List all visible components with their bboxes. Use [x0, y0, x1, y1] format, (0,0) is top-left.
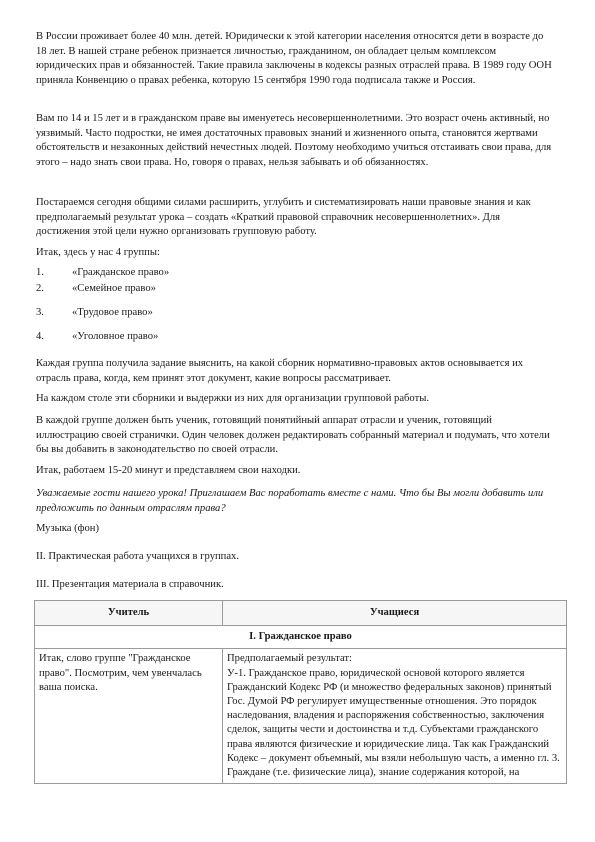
- column-header-students: Учащиеся: [223, 601, 567, 626]
- section-title: I. Гражданское право: [35, 626, 567, 649]
- list-item: 1. «Гражданское право»: [36, 267, 170, 278]
- column-header-teacher: Учитель: [35, 601, 223, 626]
- list-item: 2. «Семейное право»: [36, 283, 156, 294]
- table-section-row: [35, 626, 567, 649]
- heading-practical-work: II. Практическая работа учащихся в группах.: [36, 551, 239, 562]
- paragraph-guests: Уважаемые гости нашего урока! Приглашаем Вас поработать вместе с нами. Что бы Вы могли добавить или предложить по данным отраслям права?: [36, 488, 544, 514]
- list-item: 4. «Уголовное право»: [36, 331, 159, 342]
- paragraph-task: Каждая группа получила задание выяснить, на какой сборник нормативно-правовых актов основывается их отрасль права, когда, кем принят этот документ, какие вопросы рассматривает.: [36, 358, 524, 384]
- table-row: [35, 649, 567, 784]
- paragraph-music: Музыка (фон): [36, 523, 99, 534]
- paragraph-minors: Вам по 14 и 15 лет и в гражданском праве вы именуетесь несовершеннолетними. Это возраст очень активный, но уязвимый. Часто подростки, не имея достаточных правовых знаний и жизненного опыта, становятся жертвами обстоятельств и незаконных действий нечестных людей. Поэтому необходимо учиться отстаивать свои права, для этого – надо знать свои права. Но, говоря о правах, нельзя забывать и об обязанностях.: [36, 113, 552, 168]
- paragraph-groups-intro: Итак, здесь у нас 4 группы:: [36, 247, 160, 258]
- table-header-row: [35, 601, 567, 626]
- paragraph-intro: В России проживает более 40 млн. детей. Юридически к этой категории населения относятся дети в возрасте до 18 лет. В нашей стране ребенок признается личностью, гражданином, он обладает целым комплексом юридических прав и обязанностей. Такие правила заключены в кодексы разных отраслей права. В 1989 году ООН приняла Конвенцию о правах ребенка, которую 15 сентября 1990 года подписала также и Россия.: [36, 31, 552, 86]
- students-intro: Предполагаемый результат:: [227, 653, 352, 665]
- paragraph-materials: На каждом столе эти сборники и выдержки из них для организации групповой работы.: [36, 393, 429, 404]
- paragraph-roles: В каждой группе должен быть ученик, готовящий понятийный аппарат отрасли и ученик, готовящий иллюстрацию своей странички. Один человек должен редактировать собранный материал и подумать, что хотели бы вы добавить в законодательство по своей отрасли.: [36, 415, 550, 456]
- heading-presentation: III. Презентация материала в справочник.: [36, 579, 224, 590]
- paragraph-goal: Постараемся сегодня общими силами расширить, углубить и систематизировать наши правовые знания и как предполагаемый результат урока – создать «Краткий правовой справочник несовершеннолетних». Для достижения этой цели нужно организовать групповую работу.: [36, 197, 531, 238]
- students-answer: У-1. Гражданское право, юридической основой которого является Гражданский Кодекс РФ (и множество федеральных законов) принятый Гос. Думой РФ регулирует имущественные отношения. Это порядок наследования, владения и распоряжения собственностью, заключения сделок, защиты чести и достоинства и т.д. Субъектами гражданского права являются физические и юридические лица. Так как Гражданский Кодекс – документ объемный, мы взяли небольшую часть, а именно гл. 3. Граждане (т.е. физические лица), знание содержания которой, на: [227, 667, 560, 779]
- students-cell: [223, 649, 567, 784]
- list-item: 3. «Трудовое право»: [36, 307, 153, 318]
- paragraph-timing: Итак, работаем 15-20 минут и представляем свои находки.: [36, 465, 301, 476]
- teacher-cell: Итак, слово группе "Гражданское право". Посмотрим, чем увенчалась ваша поиска.: [35, 649, 223, 784]
- lesson-table: [34, 600, 567, 784]
